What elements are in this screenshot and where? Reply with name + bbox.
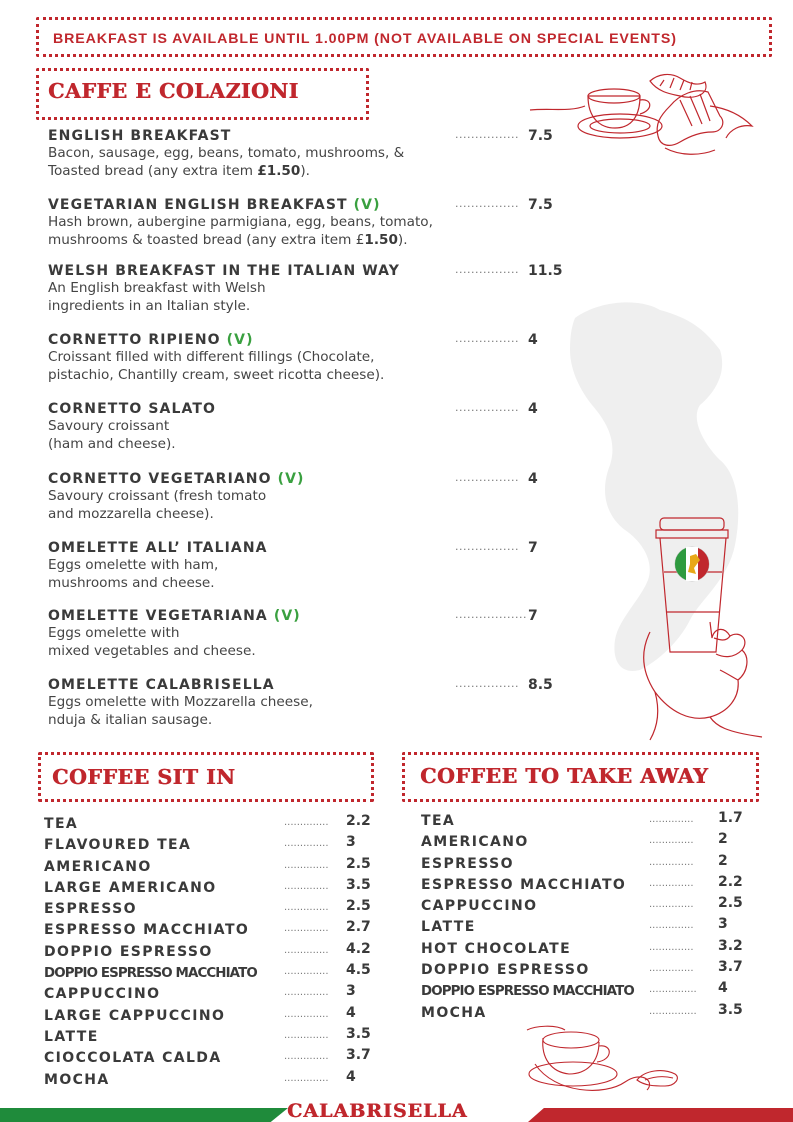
item-price: 2.5 xyxy=(718,895,743,912)
item-price: 7.5 xyxy=(528,197,553,213)
item-price: 1.7 xyxy=(718,810,743,826)
item-name: LATTE xyxy=(44,1028,99,1045)
item-price: 2.5 xyxy=(346,855,371,872)
item-name: DOPPIO ESPRESSO xyxy=(421,962,590,979)
item-name: LARGE CAPPUCCINO xyxy=(44,1007,226,1024)
leader-dots: .............. xyxy=(284,944,329,956)
menu-item-vegetarian-english-breakfast xyxy=(48,197,588,249)
item-price: 2 xyxy=(718,831,728,848)
leader-dots: ................ xyxy=(455,471,519,484)
item-price: 3.5 xyxy=(346,876,371,893)
item-name: MOCHA xyxy=(44,1071,110,1088)
list-item xyxy=(421,831,728,852)
item-name: DOPPIO ESPRESSO MACCHIATO xyxy=(44,966,257,982)
leader-dots: ................ xyxy=(455,332,519,345)
item-description: An English breakfast with Welsh ingredients in an Italian style. xyxy=(48,280,266,314)
list-item xyxy=(421,916,728,937)
item-price: 3.2 xyxy=(718,937,743,954)
item-description: Bacon, sausage, egg, beans, tomato, mushrooms, & Toasted bread (any extra item £1.50). xyxy=(48,145,405,179)
menu-item-cornetto-vegetariano xyxy=(48,471,588,523)
item-price: 2.5 xyxy=(346,898,371,915)
take-away-section-title: COFFEE TO TAKE AWAY xyxy=(420,764,709,788)
item-name: FLAVOURED TEA xyxy=(44,837,192,854)
item-price: 4 xyxy=(528,401,538,417)
item-description: Savoury croissant (fresh tomato and mozzarella cheese). xyxy=(48,488,267,522)
item-price: 3.7 xyxy=(718,959,743,976)
leader-dots: .............. xyxy=(649,835,694,847)
vegetarian-badge: (V) xyxy=(353,197,381,213)
leader-dots: .............. xyxy=(284,1051,329,1063)
item-name: WELSH BREAKFAST IN THE ITALIAN WAY xyxy=(48,263,401,279)
item-name: HOT CHOCOLATE xyxy=(421,940,572,957)
take-away-list xyxy=(421,810,743,1023)
item-name: ESPRESSO xyxy=(421,855,514,872)
hand-holding-takeaway-cup-illustration xyxy=(630,512,770,742)
item-price: 3 xyxy=(718,916,728,933)
leader-dots: .................. xyxy=(455,608,527,621)
item-price: 7 xyxy=(528,608,538,624)
leader-dots: ................ xyxy=(455,677,519,690)
item-price: 7.5 xyxy=(528,128,553,144)
item-price: 4 xyxy=(718,980,728,997)
list-item xyxy=(44,898,371,919)
banner-text: BREAKFAST IS AVAILABLE UNTIL 1.00PM (NOT AVAILABLE ON SPECIAL EVENTS) xyxy=(53,31,677,47)
list-item xyxy=(421,873,743,895)
item-description: Hash brown, aubergine parmigiana, egg, beans, tomato, mushrooms & toasted bread (any extra item £1.50). xyxy=(48,214,433,248)
footer-flag-green-stripe xyxy=(0,1108,288,1122)
menu-item-omelette-italiana xyxy=(48,540,588,592)
item-name: LATTE xyxy=(421,919,476,936)
item-name: LARGE AMERICANO xyxy=(44,879,217,896)
item-price: 2.2 xyxy=(718,873,743,890)
item-description: Eggs omelette with mixed vegetables and cheese. xyxy=(48,625,256,659)
item-name: ESPRESSO MACCHIATO xyxy=(44,922,250,939)
breakfast-section-title: CAFFE E COLAZIONI xyxy=(48,79,299,103)
leader-dots: .............. xyxy=(649,856,694,868)
item-name: TEA xyxy=(44,816,79,832)
leader-dots: .............. xyxy=(649,920,694,932)
vegetarian-badge: (V) xyxy=(277,471,305,487)
item-name: CORNETTO VEGETARIANO (V) xyxy=(48,471,305,487)
leader-dots: .............. xyxy=(284,1008,329,1020)
leader-dots: .............. xyxy=(284,859,329,871)
item-price: 4 xyxy=(528,332,538,348)
item-description: Croissant filled with different fillings (Chocolate, pistachio, Chantilly cream, sweet ricotta cheese). xyxy=(48,349,385,383)
list-item xyxy=(421,852,728,874)
footer-brand: CALABRISELLA xyxy=(287,1100,468,1122)
sit-in-list xyxy=(44,813,371,1090)
item-price: 3.7 xyxy=(346,1047,371,1064)
menu-item-omelette-vegetariana xyxy=(48,608,588,660)
leader-dots: .............. xyxy=(284,838,329,850)
list-item xyxy=(421,959,743,980)
item-name: OMELETTE ALL’ ITALIANA xyxy=(48,540,268,556)
item-price: 4.5 xyxy=(346,962,371,979)
item-name: AMERICANO xyxy=(44,858,152,875)
leader-dots: .............. xyxy=(649,814,694,825)
leader-dots: ............... xyxy=(649,1005,697,1017)
item-price: 3 xyxy=(346,834,356,851)
item-price: 4.2 xyxy=(346,940,371,957)
list-item xyxy=(44,834,356,855)
list-item xyxy=(421,937,743,959)
menu-item-english-breakfast xyxy=(48,128,588,180)
item-price: 2.2 xyxy=(346,813,371,829)
leader-dots: .............. xyxy=(284,1029,329,1041)
item-name: OMELETTE VEGETARIANA (V) xyxy=(48,608,301,624)
list-item xyxy=(44,1068,356,1090)
leader-dots: ................ xyxy=(455,263,519,276)
menu-item-welsh-breakfast xyxy=(48,263,588,315)
breakfast-availability-banner xyxy=(36,17,772,57)
item-description: Eggs omelette with ham, mushrooms and cheese. xyxy=(48,557,219,591)
leader-dots: .............. xyxy=(284,902,329,914)
item-name: TEA xyxy=(421,813,456,829)
item-name: ESPRESSO MACCHIATO xyxy=(421,876,627,893)
item-name: CAPPUCCINO xyxy=(44,986,161,1003)
item-price: 4 xyxy=(346,1004,356,1021)
item-name: CIOCCOLATA CALDA xyxy=(44,1050,222,1067)
leader-dots: .............. xyxy=(284,1072,329,1084)
item-name: VEGETARIAN ENGLISH BREAKFAST (V) xyxy=(48,197,381,213)
list-item xyxy=(44,1025,371,1047)
item-name: ESPRESSO xyxy=(44,901,137,918)
leader-dots: .............. xyxy=(649,963,694,975)
item-name: OMELETTE CALABRISELLA xyxy=(48,677,275,693)
item-name: MOCHA xyxy=(421,1004,487,1021)
item-name: CORNETTO RIPIENO (V) xyxy=(48,332,254,348)
menu-item-cornetto-ripieno xyxy=(48,332,588,384)
item-price: 8.5 xyxy=(528,677,553,693)
item-name: DOPPIO ESPRESSO xyxy=(44,943,213,960)
leader-dots: .............. xyxy=(284,987,329,999)
item-price: 2.7 xyxy=(346,919,371,936)
menu-item-cornetto-salato xyxy=(48,401,588,453)
leader-dots: ................ xyxy=(455,197,519,210)
item-price: 2 xyxy=(718,852,728,869)
item-price: 3.5 xyxy=(346,1025,371,1042)
list-item xyxy=(44,983,356,1004)
menu-item-omelette-calabrisella xyxy=(48,677,588,729)
leader-dots: .............. xyxy=(284,966,329,978)
list-item xyxy=(44,1004,356,1026)
list-item xyxy=(44,876,371,898)
list-item xyxy=(421,810,743,831)
item-price: 4 xyxy=(528,471,538,487)
list-item xyxy=(421,980,728,1001)
item-description: Savoury croissant (ham and cheese). xyxy=(48,418,176,452)
leader-dots: .............. xyxy=(649,877,694,889)
list-item xyxy=(421,1001,743,1023)
item-price: 4 xyxy=(346,1068,356,1085)
list-item xyxy=(421,895,743,916)
list-item xyxy=(44,919,371,940)
leader-dots: .............. xyxy=(649,899,694,911)
list-item xyxy=(44,855,371,877)
leader-dots: .............. xyxy=(284,817,329,828)
list-item xyxy=(44,962,371,983)
footer-flag-red-stripe xyxy=(528,1108,793,1122)
item-name: AMERICANO xyxy=(421,834,529,851)
item-description: Eggs omelette with Mozzarella cheese, nduja & italian sausage. xyxy=(48,694,313,728)
vegetarian-badge: (V) xyxy=(273,608,301,624)
item-price: 11.5 xyxy=(528,263,563,279)
item-price: 3 xyxy=(346,983,356,1000)
leader-dots: .............. xyxy=(649,941,694,953)
item-name: ENGLISH BREAKFAST xyxy=(48,128,232,144)
item-name: CAPPUCCINO xyxy=(421,898,538,915)
leader-dots: ................ xyxy=(455,128,519,141)
leader-dots: ................ xyxy=(455,540,519,553)
vegetarian-badge: (V) xyxy=(226,332,254,348)
item-name: DOPPIO ESPRESSO MACCHIATO xyxy=(421,984,634,1000)
list-item xyxy=(44,940,371,962)
item-price: 7 xyxy=(528,540,538,556)
coffee-cup-saucer-illustration xyxy=(525,1024,695,1104)
leader-dots: ............... xyxy=(649,984,697,996)
leader-dots: ................ xyxy=(455,401,519,414)
leader-dots: .............. xyxy=(284,880,329,892)
sit-in-section-title: COFFEE SIT IN xyxy=(52,765,236,789)
leader-dots: .............. xyxy=(284,923,329,935)
item-price: 3.5 xyxy=(718,1001,743,1018)
list-item xyxy=(44,813,371,834)
list-item xyxy=(44,1047,371,1068)
item-name: CORNETTO SALATO xyxy=(48,401,216,417)
